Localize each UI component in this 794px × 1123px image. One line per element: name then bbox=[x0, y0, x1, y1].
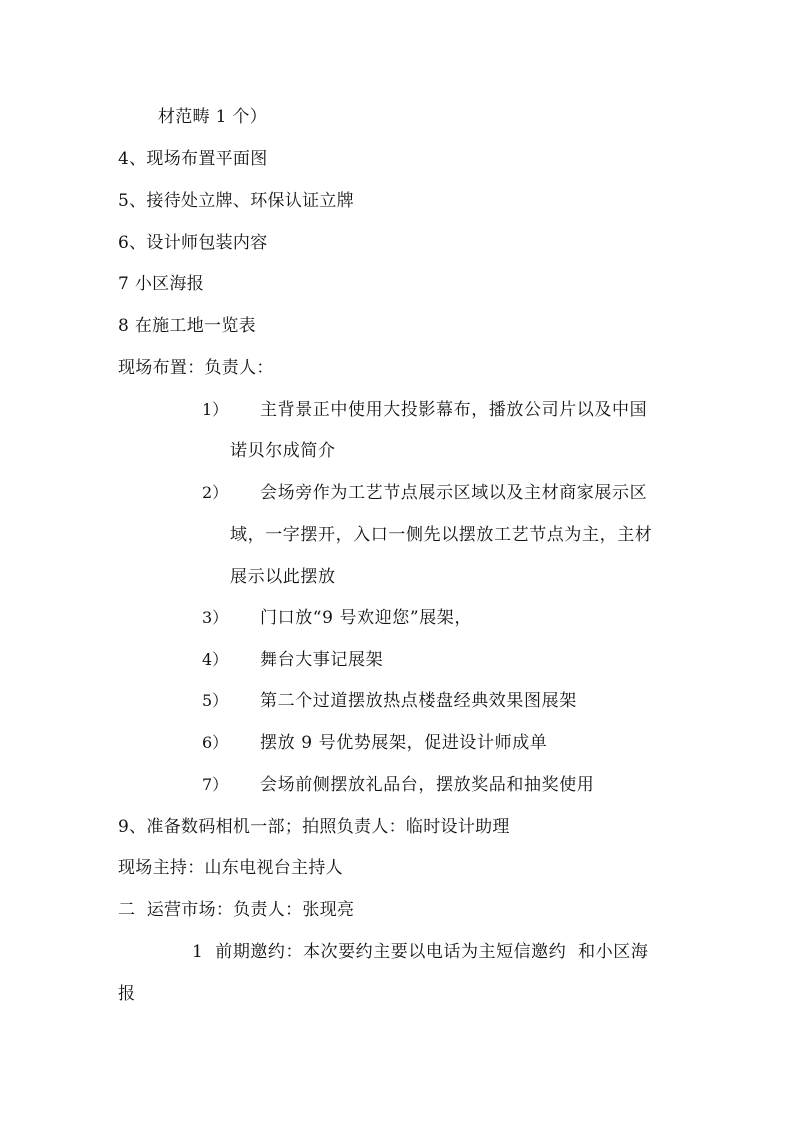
list-item-text: 展示以此摆放 bbox=[230, 567, 336, 587]
section-heading: 二 运营市场：负责人：张现亮 bbox=[118, 900, 355, 920]
text-line: 4、现场布置平面图 bbox=[118, 149, 268, 169]
text-line: 5、接待处立牌、环保认证立牌 bbox=[118, 191, 355, 211]
list-item-text: 诺贝尔成简介 bbox=[230, 441, 336, 461]
list-item-number: 5） bbox=[202, 691, 229, 710]
text-line: 8 在施工地一览表 bbox=[118, 316, 256, 336]
text-line: 7 小区海报 bbox=[118, 274, 205, 294]
list-item-text: 域，一字摆开，入口一侧先以摆放工艺节点为主，主材 bbox=[230, 525, 653, 545]
text-line: 9、准备数码相机一部；拍照负责人：临时设计助理 bbox=[118, 817, 510, 837]
text-line: 现场布置：负责人： bbox=[118, 358, 274, 378]
text-line: 6、设计师包装内容 bbox=[118, 233, 268, 253]
text-line: 材范畴 1 个） bbox=[158, 107, 268, 127]
list-item-text: 舞台大事记展架 bbox=[260, 650, 384, 670]
list-item-number: 1） bbox=[202, 400, 229, 419]
list-item-text: 主背景正中使用大投影幕布，播放公司片以及中国 bbox=[260, 400, 648, 420]
list-item-number: 4） bbox=[202, 650, 229, 669]
list-item-text: 会场前侧摆放礼品台，摆放奖品和抽奖使用 bbox=[260, 775, 595, 795]
list-item-text: 会场旁作为工艺节点展示区域以及主材商家展示区 bbox=[260, 483, 648, 503]
list-item-number: 3） bbox=[202, 608, 229, 627]
list-item-number: 2） bbox=[202, 483, 229, 502]
list-item-number: 7） bbox=[202, 775, 229, 794]
text-line: 现场主持：山东电视台主持人 bbox=[118, 858, 343, 878]
list-item-text: 门口放“9 号欢迎您”展架， bbox=[260, 608, 473, 628]
list-item-text: 第二个过道摆放热点楼盘经典效果图展架 bbox=[260, 691, 577, 711]
list-item-number: 6） bbox=[202, 733, 229, 752]
text-line: 报 bbox=[118, 984, 136, 1004]
text-line: 1 前期邀约：本次要约主要以电话为主短信邀约 和小区海 bbox=[192, 942, 649, 962]
list-item-text: 摆放 9 号优势展架，促进设计师成单 bbox=[260, 733, 548, 753]
